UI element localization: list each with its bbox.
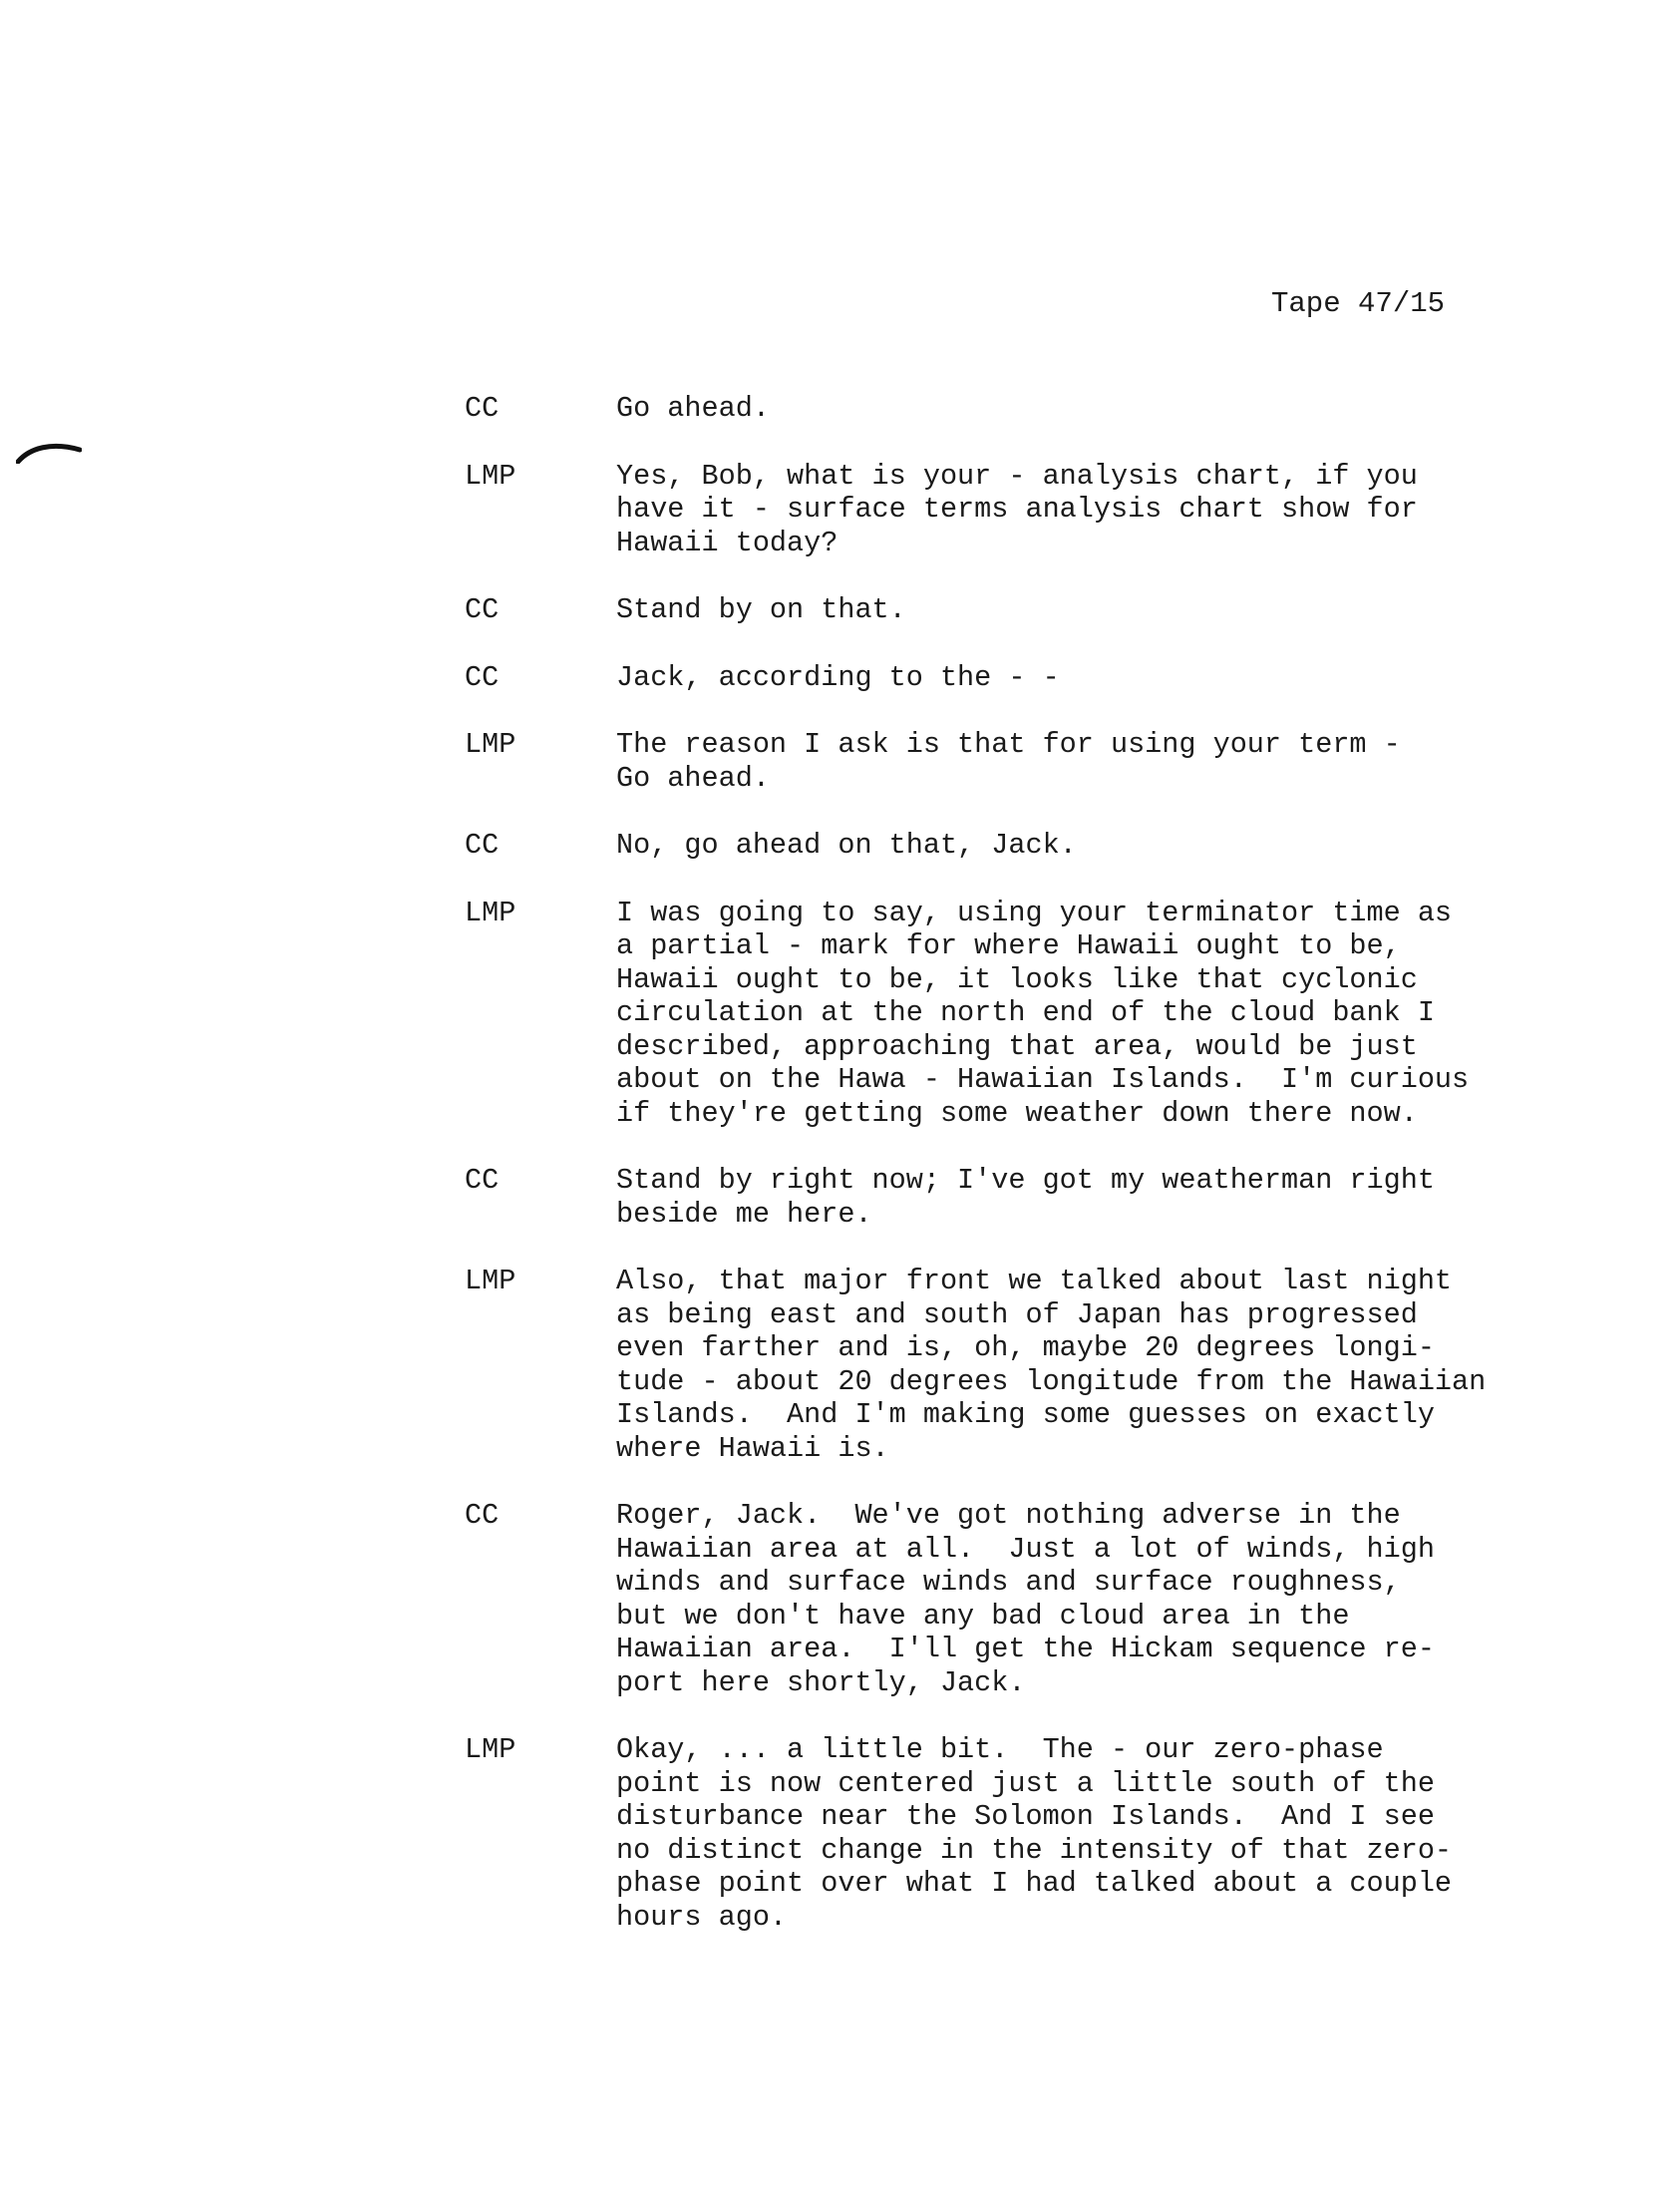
utterance-text: Stand by right now; I've got my weatherman right beside me here. — [616, 1164, 1435, 1231]
transcript-entry — [465, 661, 1591, 695]
tape-number: Tape 47/15 — [1271, 287, 1446, 320]
utterance-text: Stand by on that. — [616, 593, 906, 626]
transcript-entry — [465, 1499, 1591, 1699]
speaker-label: CC — [465, 1499, 500, 1532]
transcript-entry — [465, 593, 1591, 627]
binding-mark — [16, 440, 82, 464]
speaker-label: LMP — [465, 896, 516, 929]
utterance-text: The reason I ask is that for using your term - Go ahead. — [616, 728, 1401, 795]
utterance-text: Go ahead. — [616, 392, 770, 425]
speaker-label: CC — [465, 829, 500, 862]
utterance-text: Okay, ... a little bit. The - our zero-phase point is now centered just a little south of the disturbance near the Solomon Islands. And I see no distinct change in the intensity of that zero- phase point over what I had talked about a couple hours ago. — [616, 1733, 1453, 1934]
utterance-text: I was going to say, using your terminator time as a partial - mark for where Hawaii ought to be, Hawaii ought to be, it looks like that cyclonic circulation at the north end of the cloud bank I described, approaching that area, would be just about on the Hawa - Hawaiian Islands. I'm curious if they're getting some weather down there now. — [616, 896, 1470, 1130]
transcript-entry — [465, 728, 1591, 795]
transcript-body — [465, 392, 1591, 1934]
transcript-entry — [465, 392, 1591, 426]
speaker-label: LMP — [465, 1733, 516, 1766]
transcript-entry — [465, 1164, 1591, 1231]
speaker-label: CC — [465, 392, 500, 425]
transcript-entry — [465, 1265, 1591, 1465]
speaker-label: LMP — [465, 728, 516, 761]
transcript-entry — [465, 460, 1591, 560]
transcript-entry — [465, 897, 1591, 1131]
utterance-text: Also, that major front we talked about last night as being east and south of Japan has progressed even farther and is, oh, maybe 20 degrees longi- tude - about 20 degrees longitude from the Hawaiian Islands. And I'm making some guesses on exactly where Hawaii is. — [616, 1265, 1487, 1465]
speaker-label: CC — [465, 660, 500, 694]
speaker-label: CC — [465, 1164, 500, 1197]
utterance-text: Roger, Jack. We've got nothing adverse in the Hawaiian area at all. Just a lot of winds, high winds and surface winds and surface roughness, but we don't have any bad cloud area in the Hawaiian area. I'll get the Hickam sequence re- port here shortly, Jack. — [616, 1499, 1435, 1699]
utterance-text: Yes, Bob, what is your - analysis chart, if you have it - surface terms analysis chart show for Hawaii today? — [616, 459, 1418, 559]
speaker-label: CC — [465, 593, 500, 626]
speaker-label: LMP — [465, 1265, 516, 1297]
transcript-entry — [465, 1733, 1591, 1934]
utterance-text: No, go ahead on that, Jack. — [616, 829, 1077, 862]
transcript-entry — [465, 829, 1591, 863]
utterance-text: Jack, according to the - - — [616, 660, 1060, 694]
speaker-label: LMP — [465, 459, 516, 493]
